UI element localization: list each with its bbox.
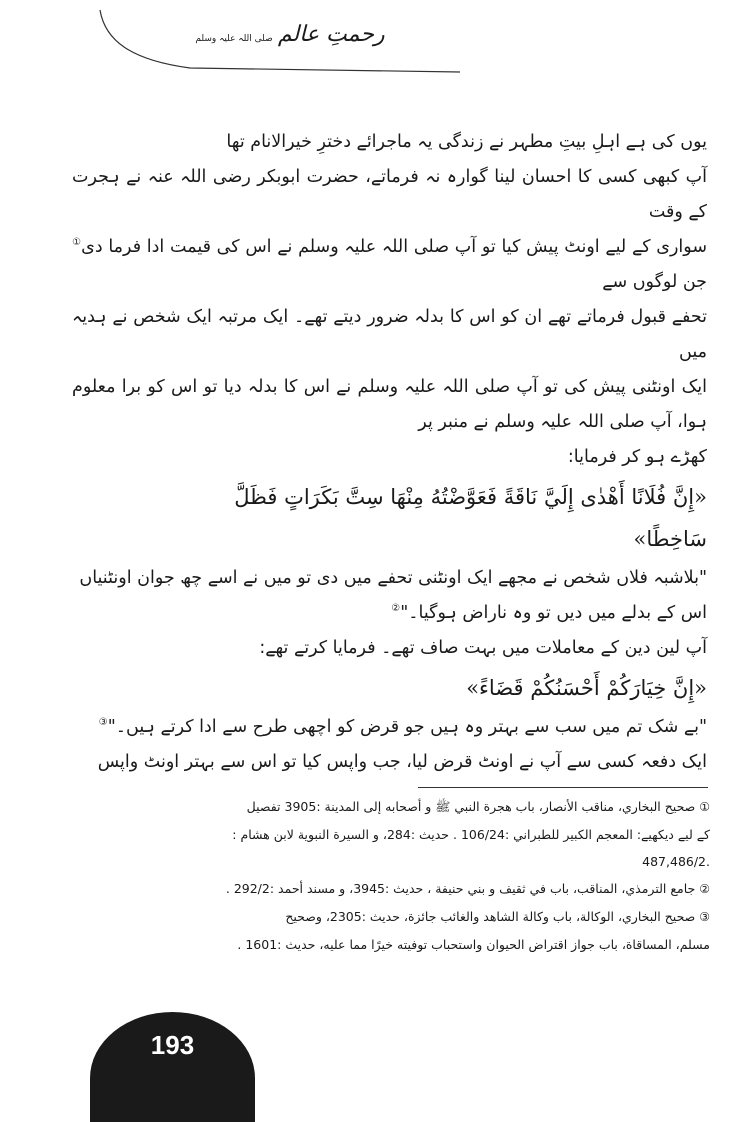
page-number-tab	[90, 1012, 255, 1122]
body-line-last: ایک دفعہ کسی سے آپ نے اونٹ قرض لیا، جب واپس کیا تو اس سے بہتر اونٹ واپس	[97, 752, 707, 772]
footnote-ref-3[interactable]: ③	[98, 717, 108, 729]
body-line: کھڑے ہو کر فرمایا:	[567, 447, 707, 467]
footnote-3	[70, 903, 710, 958]
footnote-text: .487,486/2	[642, 854, 710, 869]
running-title	[190, 22, 390, 72]
body-line-part: سواری کے لیے اونٹ پیش کیا تو آپ صلی اللہ علیہ وسلم نے اس کی قیمت ادا فرما دی	[81, 237, 707, 257]
body-text	[72, 125, 707, 780]
translation-1-text: اس کے بدلے میں دیں تو وہ ناراض ہوگیا۔"	[400, 603, 707, 623]
body-line: آپ کبھی کسی کا احسان لینا گوارہ نہ فرماتے، حضرت ابوبکر رضی اللہ عنہ نے ہجرت کے وقت	[72, 167, 707, 222]
footnote-ref-1[interactable]: ①	[72, 237, 82, 249]
translation-1: "بلاشبہ فلاں شخص نے مجھے ایک اونٹنی تحفے میں دی تو میں نے اسے چھ جوان اونٹنیاں	[79, 568, 707, 588]
running-title-main: رحمتِ عالم	[277, 22, 385, 47]
body-line: تحفے قبول فرماتے تھے ان کو اس کا بدلہ ضرور دیتے تھے۔ ایک مرتبہ ایک شخص نے ہدیہ میں	[72, 307, 707, 362]
translation-2-text: "بے شک تم میں سب سے بہتر وہ ہیں جو قرض کو اچھی طرح سے ادا کرتے ہیں۔"	[107, 717, 707, 737]
footnote-2	[70, 875, 710, 903]
arabic-hadith-2: «إِنَّ خِيَارَكُمْ أَحْسَنُكُمْ قَضَاءً»	[466, 676, 707, 700]
footnote-text: جامع الترمذي، المناقب، باب في ثقيف و بني حنيفة ، حديث :3945، و مسند أحمد :292/2 .	[225, 881, 696, 896]
translation-1-cont	[72, 596, 707, 631]
footnote-mark: ①	[699, 800, 710, 814]
footnote-text: کے لیے دیکھیے: المعجم الكبير للطبراني :106/24 . حديث :284، و السيرة النبوية لابن هشام :	[232, 827, 710, 842]
running-title-subtitle: صلی اللہ علیہ وسلم	[195, 34, 273, 44]
paragraph-1	[72, 125, 707, 475]
body-line-part: جن لوگوں سے	[602, 272, 707, 292]
footnote-ref-2[interactable]: ②	[391, 603, 401, 615]
body-line: یوں کی ہے اہلِ بیتِ مطہر نے زندگی یہ ماجرائے دخترِ خیرالانام تھا	[226, 132, 707, 152]
page-number: 193	[150, 1030, 195, 1060]
arabic-hadith-1-cont: سَاخِطًا»	[633, 527, 707, 551]
body-line: ایک اونٹنی پیش کی تو آپ صلی اللہ علیہ وسلم نے اس کا بدلہ دیا تو اس کو برا معلوم ہوا، آپ صلی اللہ علیہ وسلم نے منبر پر	[72, 377, 707, 432]
footnotes	[70, 793, 710, 958]
footnote-mark: ③	[699, 910, 710, 924]
body-line-dealings: آپ لین دین کے معاملات میں بہت صاف تھے۔ فرمایا کرتے تھے:	[259, 638, 707, 658]
footnote-1	[70, 793, 710, 875]
footnote-divider	[418, 787, 708, 788]
translation-2	[72, 710, 707, 745]
footnote-text: صحيح البخاري، مناقب الأنصار، باب هجرة النبي ﷺ و أصحابه إلى المدينة :3905 تفصیل	[246, 799, 696, 814]
footnote-text: مسلم، المساقاة، باب جواز اقتراض الحيوان واستحباب توفيته خيرًا مما عليه، حديث :1601 .	[237, 937, 710, 952]
body-line	[72, 230, 707, 300]
footnote-text: صحيح البخاري، الوكالة، باب وكالة الشاهد والغائب جائزة، حديث :2305، وصحيح	[285, 909, 696, 924]
arabic-hadith-1: «إِنَّ فُلَانًا أَهْدٰى إِلَيَّ نَاقَةً فَعَوَّضْتُهُ مِنْهَا سِتَّ بَكَرَاتٍ فَظَلَّ	[234, 485, 707, 509]
footnote-mark: ②	[699, 882, 710, 896]
